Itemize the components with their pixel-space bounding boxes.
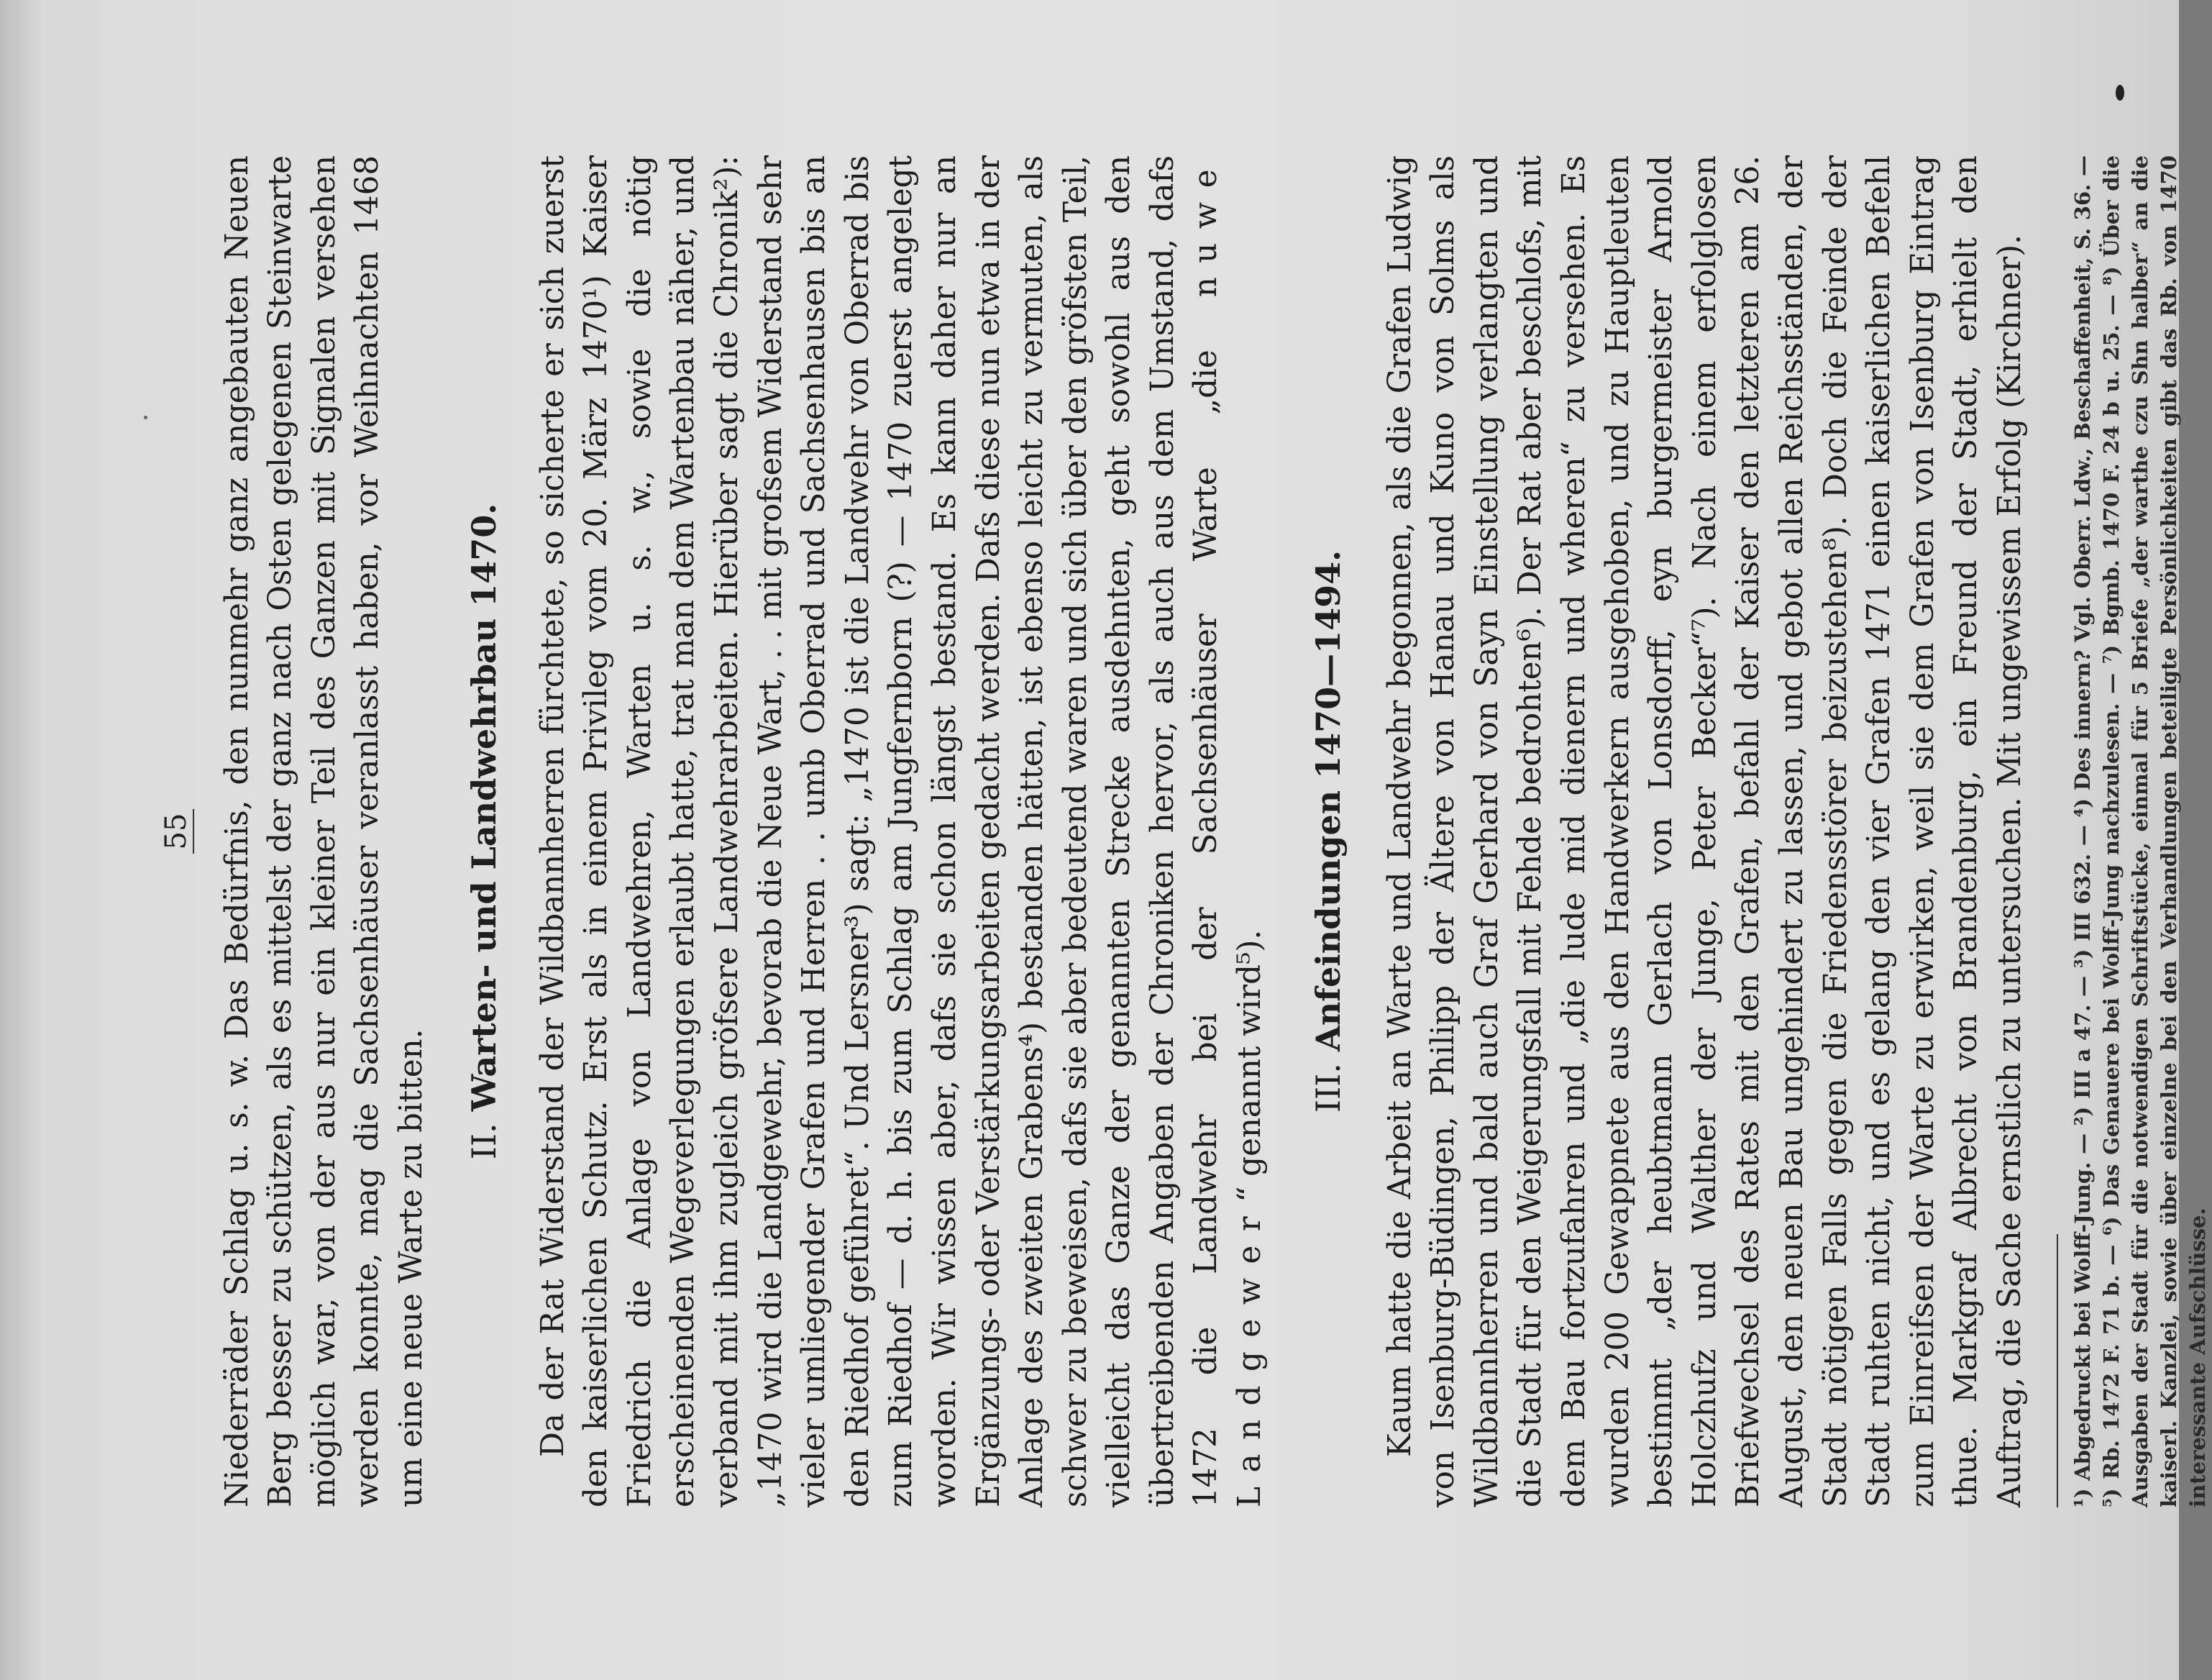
section-title-iii: Anfeindungen 1470—1494.: [1308, 549, 1348, 1051]
section-ii-text-end: “ genannt wird⁵).: [1232, 929, 1269, 1202]
section-iii-paragraph: Kaum hatte die Arbeit an Warte und Landwehr begonnen, als die Grafen Ludwig von Isenburg-Büdingen, Philipp der Ältere von Hanau und Kuno von Solms als Wildbannherren und bald auch Graf Gerhard von Sayn Einstellung verlangten und die Stadt für den Weigerungsfall mit Fehde bedrohten⁶). Der Rat aber beschlofs, mit dem Bau fortzufahren und „die lude mid dienern und wheren“ zu versehen. Es wurden 200 Gewappnete aus den Handwerkern ausgehoben, und zu Hauptleuten bestimmt „der heubtmann Gerlach von Lonsdorff, eyn burgermeister Arnold Holczhufz und Walther der Junge, Peter Becker“⁷). Nach einem erfolglosen Briefwechsel des Rates mit den Grafen, befahl der Kaiser den letzteren am 26. August, den neuen Bau ungehindert zu lassen, und gebot allen Reichsständen, der Stadt nötigen Falls gegen die Friedensstörer beizustehen⁸). Doch die Feinde der Stadt ruhten nicht, und es gelang den vier Grafen 1471 einen kaiserlichen Befehl zum Einreifsen der Warte zu erwirken, weil sie dem Grafen von Isenburg Eintrag thue. Markgraf Albrecht von Brandenburg, ein Freund der Stadt, erhielt den Auftrag, die Sache ernstlich zu untersuchen. Mit ungewissem Erfolg (Kirchner).: [1381, 155, 2028, 1507]
section-numeral-iii: III.: [1308, 1063, 1348, 1113]
section-title-ii: Warten- und Landwehrbau 1470.: [464, 503, 503, 1112]
intro-paragraph: Niederräder Schlag u. s. w. Das Bedürfnis, den nunmehr ganz angebauten Neuen Berg besser zu schützen, als es mittelst der ganz nach Osten gelegenen Steinwarte möglich war, von der aus nur ein kleiner Teil des Ganzen mit Signalen versehen werden konnte, mag die Sachsenhäuser veranlasst haben, vor Weihnachten 1468 um eine neue Warte zu bitten.: [219, 155, 429, 1507]
section-numeral-ii: II.: [464, 1123, 503, 1160]
page-number: 55: [155, 155, 198, 1507]
section-heading-iii: [1307, 155, 1350, 1507]
spaced-phrase: nuwe Landgewer: [1188, 155, 1269, 1507]
section-ii-text: Da der Rat Widerstand der Wildbannherren fürchtete, so sicherte er sich zuerst den kaiserlichen Schutz. Erst als in einem Privileg vom 20. März 1470¹) Kaiser Friedrich die Anlage von Landwehren, Warten u. s. w., sowie die nötig erscheinenden Wegeverlegungen erlaubt hatte, trat man dem Wartenbau näher, und verband mit ihm zugleich gröfsere Landwehrarbeiten. Hierüber sagt die Chronik²): „1470 wird die Landgewehr, bevorab die Neue Wart, . . mit grofsem Widerstand sehr vieler umliegender Grafen und Herren . . umb Oberrad und Sachsenhausen bis an den Riedhof geführet“. Und Lersner³) sagt: „1470 ist die Landwehr von Oberrad bis zum Riedhof — d. h. bis zum Schlag am Jungfernborn (?) — 1470 zuerst angelegt worden. Wir wissen aber, dafs sie schon längst bestand. Es kann daher nur an Ergänzungs- oder Verstärkungsarbeiten gedacht werden. Dafs diese nun etwa in der Anlage des zweiten Grabens⁴) bestanden hätten, ist ebenso leicht zu vermuten, als schwer zu beweisen, dafs sie aber bedeutend waren und sich über den gröfsten Teil, vielleicht das Ganze der genannten Strecke ausdehnten, geht sowohl aus den übertreibenden Angaben der Chroniken hervor, als auch aus dem Umstand, dafs 1472 die Landwehr bei der Sachsenhäuser Warte „die: [534, 155, 1225, 1507]
footnote-divider: [2057, 1234, 2058, 1507]
footnotes: ¹) Abgedruckt bei Wolff-Jung. — ²) III a 47. — ³) III 632. — ⁴) Des innern? Vgl. Oberr. Ldw., Beschaffenheit, S. 36. — ⁵) Rb. 1472 F. 71 b. — ⁶) Das Genauere bei Wolff-Jung nachzulesen. — ⁷) Bgmb. 1470 F. 24 b u. 25. — ⁸) Über die Ausgaben der Stadt für die notwendigen Schriftstücke, einmal für 5 Briefe „der warthe czu Shn halber“ an die kaiserl. Kanzlei, sowie über einzelne bei den Verhandlungen beteiligte Persönlichkeiten gibt das Rb. von 1470 interessante Aufschlüsse.: [2070, 155, 2210, 1507]
section-heading-ii: [462, 155, 506, 1507]
page-content: [155, 155, 2212, 1507]
section-ii-paragraph: [531, 155, 1272, 1507]
